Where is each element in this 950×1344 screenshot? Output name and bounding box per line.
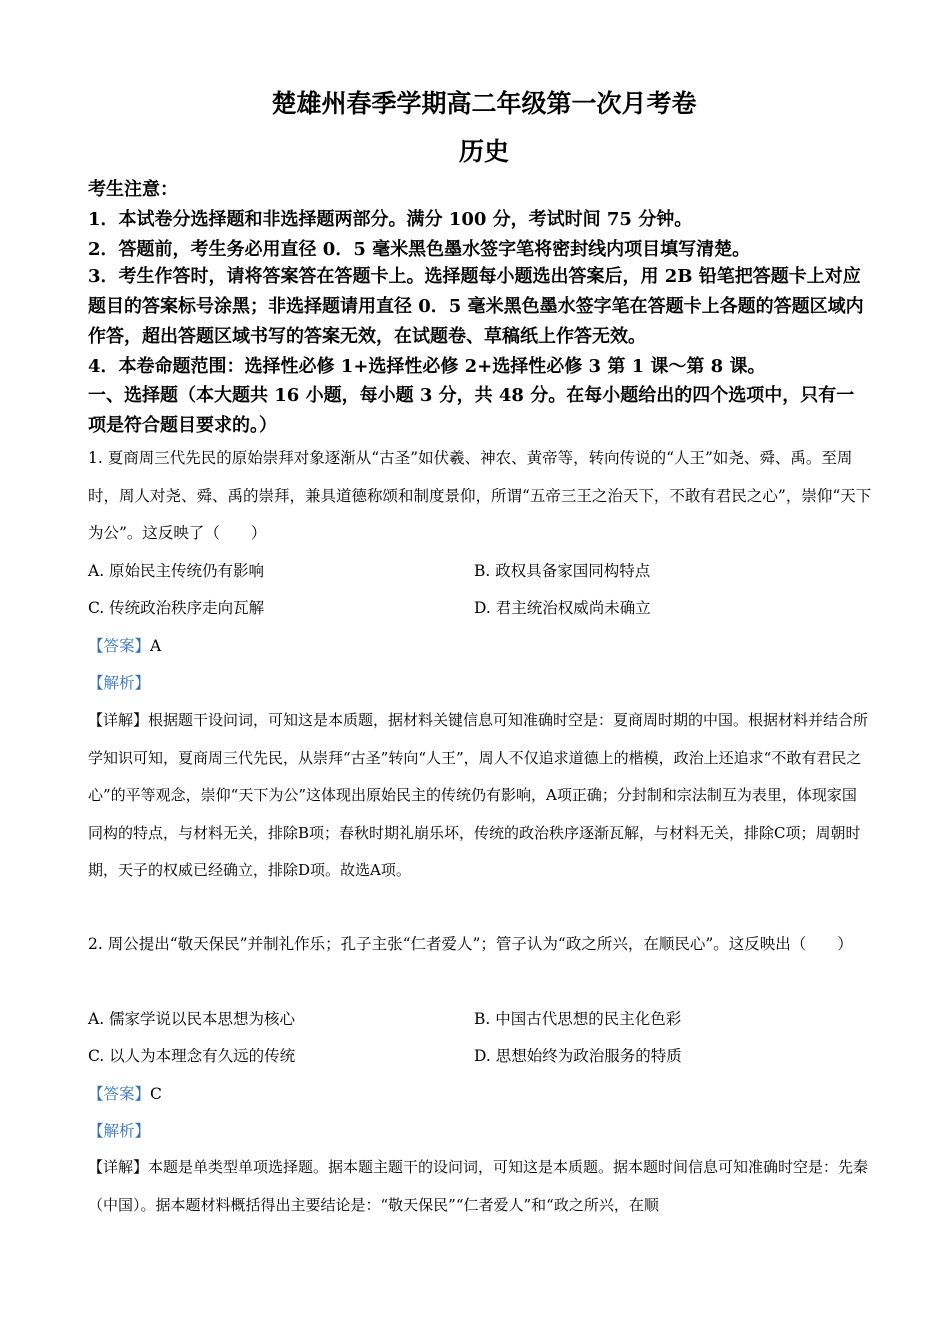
answer-value: A (150, 637, 162, 655)
answer-line (88, 636, 161, 656)
section-heading: 一、选择题（本大题共 16 小题，每小题 3 分，共 48 分。在每小题给出的四个选项中，只有一项是符合题目要求的。） (88, 385, 855, 436)
option-b: B. 中国古代思想的民主化色彩 (474, 1010, 682, 1028)
answer-label: 【答案】 (88, 1085, 151, 1103)
option-c: C. 以人为本理念有久远的传统 (88, 1047, 296, 1065)
option-a: A. 儒家学说以民本思想为核心 (88, 1010, 296, 1028)
question-stem: 1. 夏商周三代先民的原始崇拜对象逐渐从“古圣”如伏羲、神农、黄帝等，转向传说的“人王”如尧、舜、禹。至周时，周人对尧、舜、禹的崇拜，兼具道德称颂和制度景仰，所谓“五帝三王之治天下，不敢有君民之心”，崇仰“天下为公”。这反映了（ ） (88, 449, 872, 542)
notice-item: 2．答题前，考生务必用直径 0．5 毫米黑色墨水签字笔将密封线内项目填写清楚。 (88, 239, 751, 260)
notice-item: 4．本卷命题范围：选择性必修 1+选择性必修 2+选择性必修 3 第 1 课～第 8 课。 (88, 356, 766, 377)
exam-title: 楚雄州春季学期高二年级第一次月考卷 (271, 89, 697, 118)
notice-item: 3．考生作答时，请将答案答在答题卡上。选择题每小题选出答案后，用 2B 铅笔把答题卡上对应题目的答案标号涂黑；非选择题请用直径 0．5 毫米黑色墨水签字笔在答题卡上各题的答题区域内作答，超出答题区域书写的答案无效，在试题卷、草稿纸上作答无效。 (88, 266, 864, 347)
option-d: D. 思想始终为政治服务的特质 (474, 1047, 682, 1065)
question-stem: 2. 周公提出“敬天保民”并制礼作乐；孔子主张“仁者爱人”；管子认为“政之所兴，在顺民心”。这反映出（ ） (88, 935, 853, 953)
option-a: A. 原始民主传统仍有影响 (88, 562, 265, 580)
analysis-label: 【解析】 (88, 674, 151, 692)
subject-title: 历史 (458, 137, 509, 166)
option-d: D. 君主统治权威尚未确立 (474, 599, 651, 617)
answer-value: C (150, 1085, 162, 1103)
detail-text: 【详解】根据题干设问词，可知这是本质题，据材料关键信息可知准确时空是：夏商周时期的中国。根据材料并结合所学知识可知，夏商周三代先民，从崇拜“古圣”转向“人王”，周人不仅追求道德上的楷模，政治上还追求“不敢有君民之心”的平等观念，崇仰“天下为公”这体现出原始民主的传统仍有影响，A项正确；分封制和宗法制互为表里，体现家国同构的特点，与材料无关，排除B项；春秋时期礼崩乐坏，传统的政治秩序逐渐瓦解，与材料无关，排除C项；周朝时期，天子的权威已经确立，排除D项。故选A项。 (88, 711, 869, 879)
option-c: C. 传统政治秩序走向瓦解 (88, 599, 265, 617)
notice-heading: 考生注意： (88, 179, 178, 200)
detail-text: 【详解】本题是单类型单项选择题。据本题主题干的设问词，可知这是本质题。据本题时间信息可知准确时空是：先秦（中国）。据本题材料概括得出主要结论是：“敬天保民”“仁者爱人”和“政之所兴，在顺 (88, 1158, 869, 1214)
answer-label: 【答案】 (88, 637, 151, 655)
analysis-label: 【解析】 (88, 1122, 151, 1140)
answer-line (88, 1084, 162, 1104)
notice-item: 1．本试卷分选择题和非选择题两部分。满分 100 分，考试时间 75 分钟。 (88, 209, 693, 230)
option-b: B. 政权具备家国同构特点 (474, 562, 651, 580)
